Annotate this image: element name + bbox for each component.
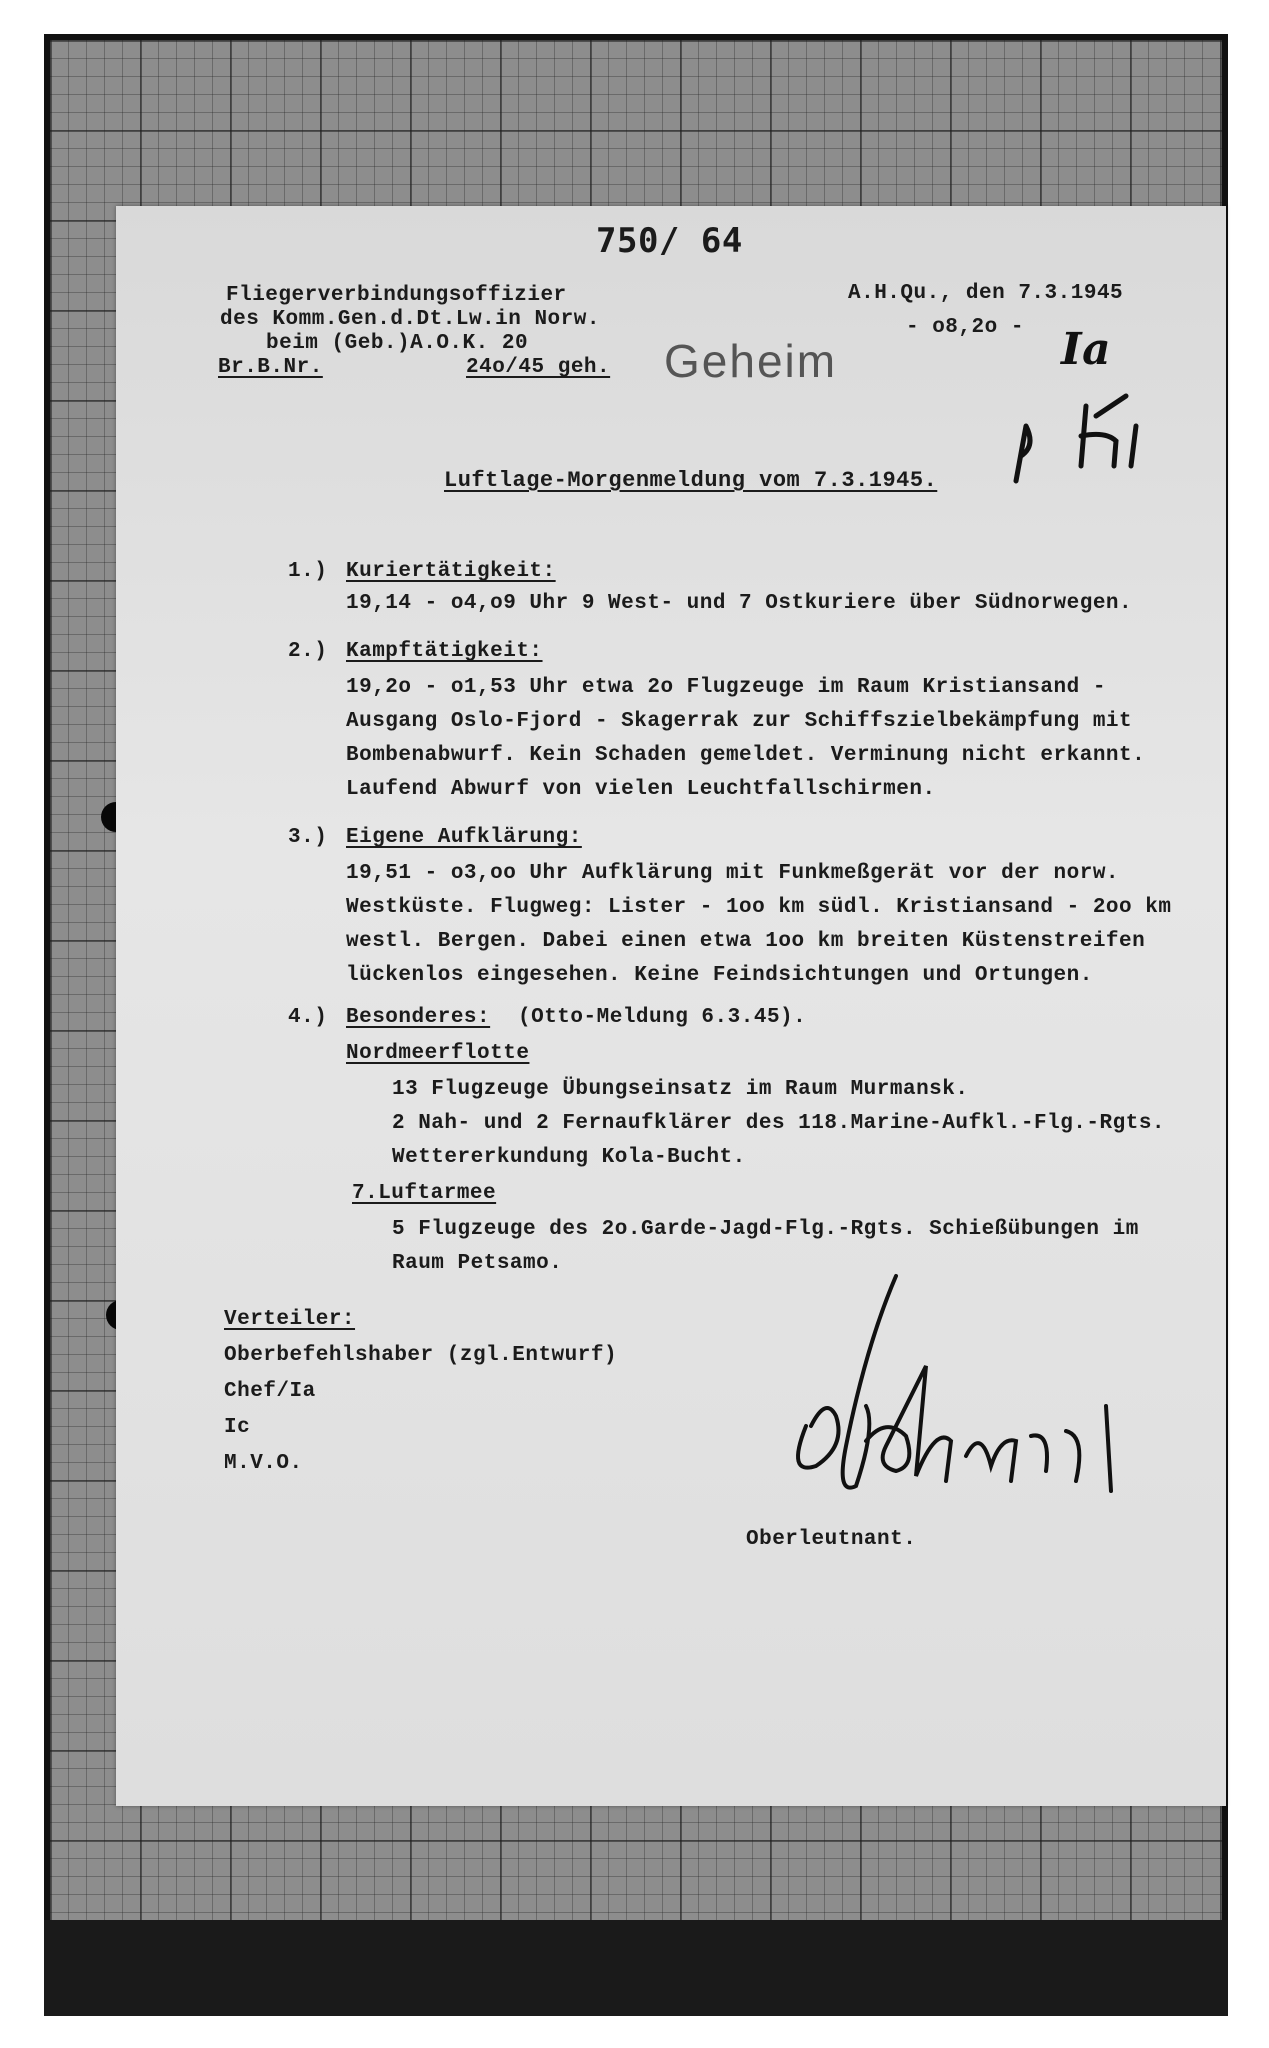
sender-line-2: des Komm.Gen.d.Dt.Lw.in Norw. — [220, 308, 600, 331]
distribution-item: M.V.O. — [224, 1452, 303, 1475]
handwritten-signature — [766, 1266, 1226, 1546]
section-1-line: 19,14 - o4,o9 Uhr 9 West- und 7 Ostkuriere über Südnorwegen. — [346, 592, 1133, 615]
sender-line-3: beim (Geb.)A.O.K. 20 — [266, 332, 529, 355]
sender-line-1: Fliegerverbindungsoffizier — [226, 284, 567, 307]
report-time: - o8,2o - — [906, 316, 1024, 339]
section-4-number: 4.) — [288, 1006, 328, 1029]
section-3-heading: Eigene Aufklärung: — [346, 826, 582, 849]
subsection-line: 13 Flugzeuge Übungseinsatz im Raum Murmansk. — [392, 1078, 969, 1101]
subsection-line: 5 Flugzeuge des 2o.Garde-Jagd-Flg.-Rgts. Schießübungen im — [392, 1218, 1139, 1241]
signature-rank: Oberleutnant. — [746, 1528, 917, 1551]
section-2-line: Laufend Abwurf von vielen Leuchtfallschirmen. — [346, 778, 936, 801]
section-1-heading: Kuriertätigkeit: — [346, 560, 556, 583]
classification-stamp: Geheim — [664, 335, 838, 387]
handwritten-mark: Ia — [1061, 324, 1112, 375]
subsection-heading: Nordmeerflotte — [346, 1042, 530, 1065]
distribution-item: Ic — [224, 1416, 251, 1439]
section-3-line: westl. Bergen. Dabei einen etwa 1oo km breiten Küstenstreifen — [346, 930, 1146, 953]
handwritten-initials — [996, 386, 1176, 496]
subsection-heading: 7.Luftarmee — [352, 1182, 497, 1205]
reference-value: 24o/45 geh. — [466, 356, 611, 379]
distribution-item: Chef/Ia — [224, 1380, 316, 1403]
section-2-line: 19,2o - o1,53 Uhr etwa 2o Flugzeuge im Raum Kristiansand - — [346, 676, 1106, 699]
film-edge — [44, 1920, 1228, 2016]
subsection-line: 2 Nah- und 2 Fernaufklärer des 118.Marine-Aufkl.-Flg.-Rgts. — [392, 1112, 1166, 1135]
distribution-heading: Verteiler: — [224, 1308, 356, 1331]
section-3-line: Westküste. Flugweg: Lister - 1oo km südl. Kristiansand - 2oo km — [346, 896, 1172, 919]
section-4-heading: Besonderes: — [346, 1006, 491, 1029]
section-4-note: (Otto-Meldung 6.3.45). — [518, 1006, 807, 1029]
section-3-line: 19,51 - o3,oo Uhr Aufklärung mit Funkmeßgerät vor der norw. — [346, 862, 1120, 885]
section-2-number: 2.) — [288, 640, 328, 663]
distribution-item: Oberbefehlshaber (zgl.Entwurf) — [224, 1344, 618, 1367]
reference-label: Br.B.Nr. — [218, 356, 323, 379]
section-2-heading: Kampftätigkeit: — [346, 640, 543, 663]
document-sheet — [116, 206, 1226, 1806]
section-2-line: Ausgang Oslo-Fjord - Skagerrak zur Schiffszielbekämpfung mit — [346, 710, 1133, 733]
section-3-number: 3.) — [288, 826, 328, 849]
subsection-line: Raum Petsamo. — [392, 1252, 563, 1275]
subsection-line: Wettererkundung Kola-Bucht. — [392, 1146, 746, 1169]
place-date: A.H.Qu., den 7.3.1945 — [848, 282, 1124, 305]
section-3-line: lückenlos eingesehen. Keine Feindsichtungen und Ortungen. — [346, 964, 1093, 987]
file-number: 750/ 64 — [596, 221, 743, 261]
section-2-line: Bombenabwurf. Kein Schaden gemeldet. Verminung nicht erkannt. — [346, 744, 1146, 767]
section-1-number: 1.) — [288, 560, 328, 583]
subject-line: Luftlage-Morgenmeldung vom 7.3.1945. — [444, 468, 938, 493]
